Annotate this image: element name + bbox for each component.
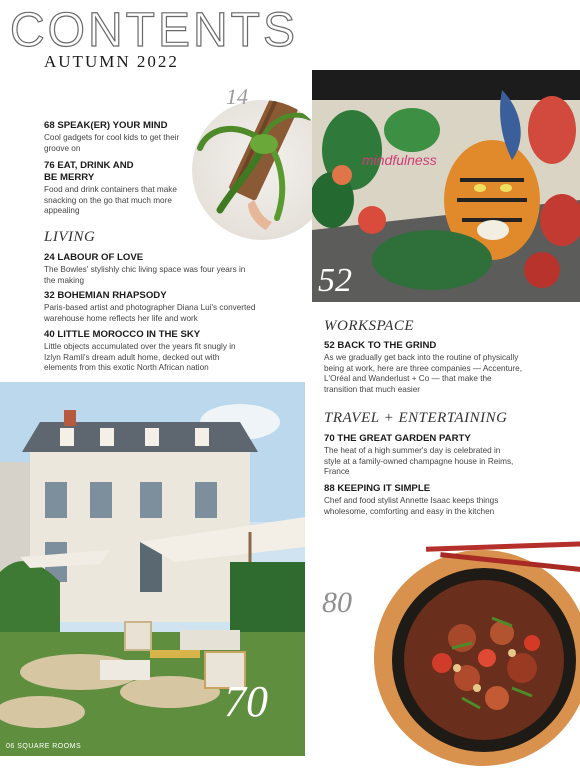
- stir-fry-bowl-illustration: [372, 548, 580, 768]
- tiger-mural-illustration: [312, 70, 580, 302]
- mural-photo[interactable]: [312, 70, 580, 302]
- svg-text:CONTENTS: CONTENTS: [10, 6, 298, 52]
- article-blurb: As we gradually get back into the routine of physically being at work, here are three companies — Accenture, L'Oréal and Wanderlust + Co — that make the transition that much easier: [324, 353, 522, 394]
- article-blurb: Food and drink containers that make snacking on the go that much more appealing: [44, 185, 177, 216]
- food-photo[interactable]: [372, 548, 580, 768]
- article-headline: 68 SPEAK(ER) YOUR MIND: [44, 120, 168, 131]
- page-number-14: 14: [226, 84, 248, 109]
- page-number-80: 80: [322, 586, 352, 619]
- article-headline: 52 BACK TO THE GRIND: [324, 340, 437, 351]
- page-folio: 06 SQUARE ROOMS: [6, 743, 82, 750]
- issue-date: AUTUMN 2022: [44, 52, 179, 71]
- article-blurb: The Bowles' stylishly chic living space was four years in the making: [44, 265, 246, 285]
- article-52[interactable]: [324, 340, 580, 395]
- article-headline: 88 KEEPING IT SIMPLE: [324, 483, 431, 494]
- article-88[interactable]: [324, 483, 580, 517]
- page-number-52: 52: [318, 262, 352, 299]
- section-title-living: LIVING: [44, 229, 96, 245]
- article-headline: 40 LITTLE MOROCCO IN THE SKY: [44, 329, 201, 340]
- article-blurb: Paris-based artist and photographer Diana Lui's converted warehouse home reflects her life and work: [44, 303, 256, 323]
- article-70[interactable]: [324, 433, 580, 478]
- article-blurb: Chef and food stylist Annette Isaac keeps things wholesome, comforting and easy in the kitchen: [324, 496, 499, 516]
- page-number-70: 70: [224, 677, 268, 726]
- svg-text:mindfulness: mindfulness: [362, 152, 437, 168]
- plant-photo[interactable]: [192, 100, 332, 240]
- article-headline: 32 BOHEMIAN RHAPSODY: [44, 290, 167, 301]
- article-headline: 24 LABOUR OF LOVE: [44, 252, 144, 263]
- contents-title: [10, 6, 310, 52]
- article-headline: 70 THE GREAT GARDEN PARTY: [324, 433, 471, 444]
- article-blurb: The heat of a high summer's day is celebrated in style at a family-owned champagne house in Reims, France: [324, 446, 514, 477]
- article-32[interactable]: [44, 290, 324, 324]
- staghorn-fern-illustration: [192, 100, 332, 240]
- article-24[interactable]: [44, 252, 324, 286]
- article-40[interactable]: [44, 329, 324, 374]
- section-title-workspace: WORKSPACE: [324, 318, 415, 334]
- article-blurb: Little objects accumulated over the years fit snugly in Izlyn Ramli's dream adult home, decked out with elements from this exotic North African nation: [44, 342, 236, 373]
- article-blurb: Cool gadgets for cool kids to get their groove on: [44, 133, 180, 153]
- section-title-travel: TRAVEL + ENTERTAINING: [324, 410, 508, 426]
- article-headline: 76 EAT, DRINK AND BE MERRY: [44, 160, 134, 183]
